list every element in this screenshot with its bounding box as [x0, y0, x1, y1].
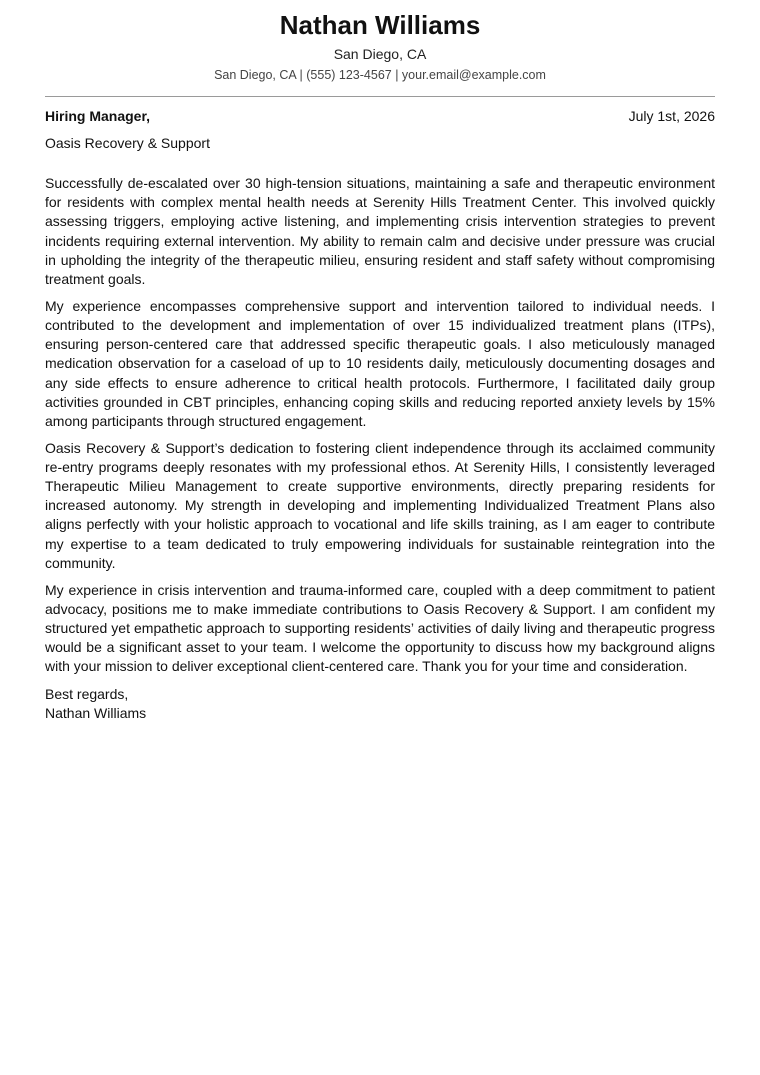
sender-contact-line: San Diego, CA | (555) 123-4567 | your.email@example.com [214, 68, 546, 82]
recipient-salutation: Hiring Manager, [45, 108, 151, 124]
letter-body [45, 174, 715, 677]
recipient-company: Oasis Recovery & Support [45, 135, 210, 151]
recipient-date-row [45, 106, 715, 126]
signature-name: Nathan Williams [45, 705, 147, 722]
letter-header [45, 0, 715, 84]
body-paragraph: My experience in crisis intervention and trauma-informed care, coupled with a deep commitment to patient advocacy, positions me to make immediate contributions to Oasis Recovery & Support. I am confident my structured yet empathetic approach to supporting residents’ activities of daily living and therapeutic progress would be a significant asset to your team. I welcome the opportunity to discuss how my background aligns with your mission to deliver exceptional client-centered care. Thank you for your time and consideration. [45, 581, 715, 675]
closing-phrase: Best regards, [45, 685, 129, 702]
body-paragraph: Successfully de-escalated over 30 high-tension situations, maintaining a safe and therapeutic environment for residents with complex mental health needs at Serenity Hills Treatment Center. This involved quickly assessing triggers, employing active listening, and implementing crisis intervention strategies to prevent incidents requiring external intervention. My ability to remain calm and decisive under pressure was crucial in upholding the integrity of the therapeutic milieu, ensuring resident and staff safety without compromising treatment goals. [45, 175, 715, 288]
body-paragraph: Oasis Recovery & Support’s dedication to fostering client independence through its acclaimed community re-entry programs deeply resonates with my professional ethos. At Serenity Hills, I consistently leveraged Therapeutic Milieu Management to create supportive environments, directly preparing residents for increased autonomy. My strength in developing and implementing Individualized Treatment Plans also aligns perfectly with your holistic approach to vocational and life skills training, as I am eager to contribute my expertise to a team dedicated to truly empowering individuals for sustainable reintegration into the community. [45, 439, 715, 571]
sender-name: Nathan Williams [279, 10, 481, 40]
body-paragraph: My experience encompasses comprehensive support and intervention tailored to individual needs. I contributed to the development and implementation of over 15 individualized treatment plans (ITPs), ensuring person-centered care that addressed specific therapeutic goals. I also meticulously managed medication observation for a caseload of up to 10 residents daily, meticulously documenting dosages and any side effects to ensure adherence to critical health protocols. Furthermore, I facilitated daily group activities grounded in CBT principles, enhancing coping skills and reducing reported anxiety levels by 15% among participants through structured engagement. [45, 297, 715, 429]
letter-closing [45, 685, 715, 724]
sender-location: San Diego, CA [333, 46, 427, 62]
letter-date: July 1st, 2026 [628, 108, 715, 124]
header-divider [45, 96, 715, 97]
